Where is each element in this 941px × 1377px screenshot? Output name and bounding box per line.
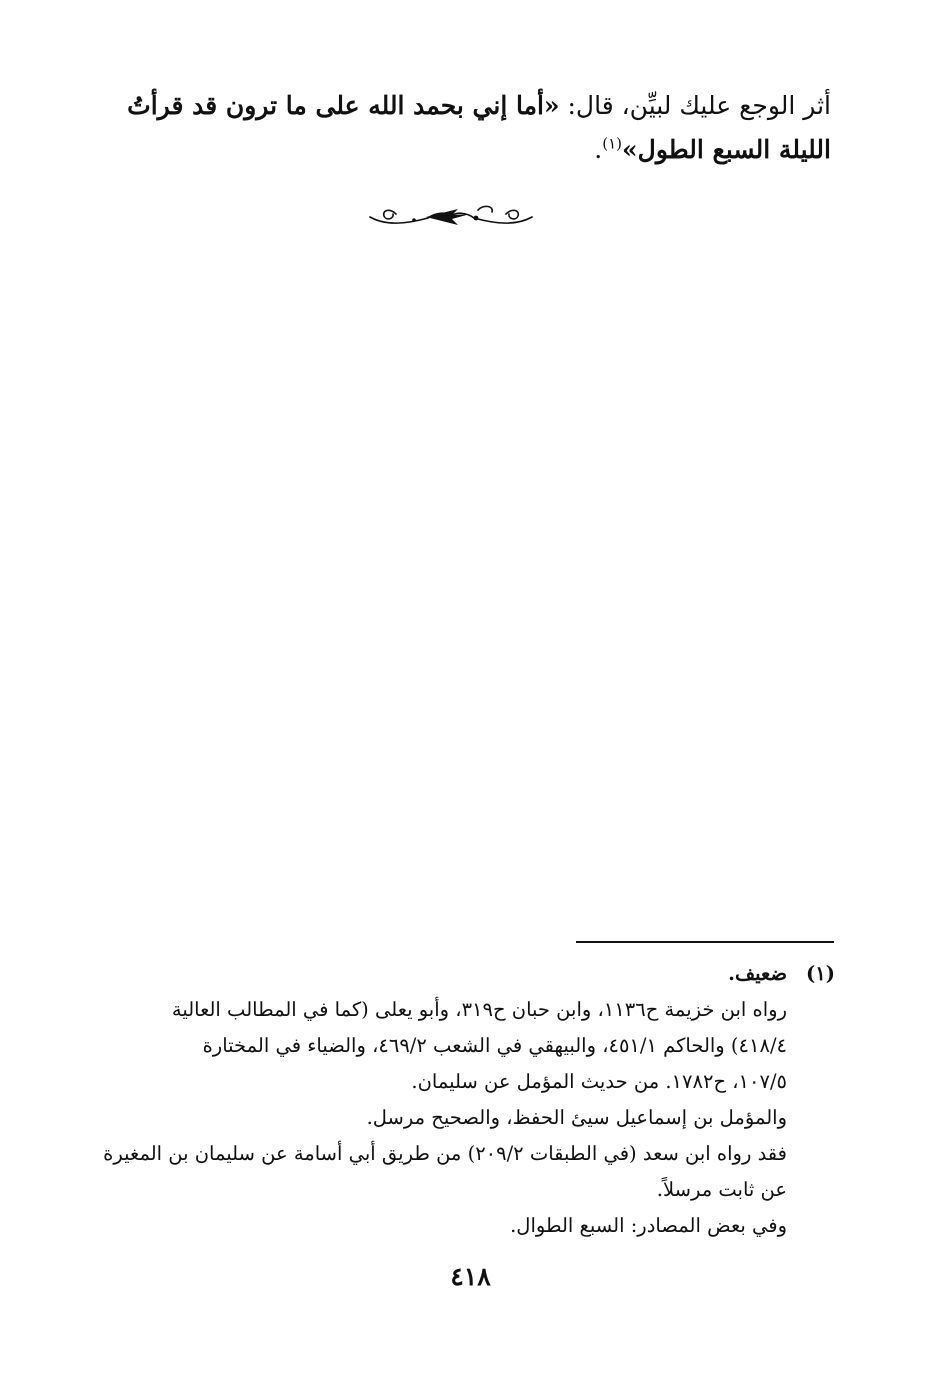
section-divider-ornament-icon bbox=[366, 200, 536, 232]
footnote-paragraph-variant bbox=[76, 1208, 787, 1244]
footnote-line: رواه ابن خزيمة ح١١٣٦، وابن حبان ح٣١٩، وأبو يعلى (كما في المطالب العالية bbox=[171, 998, 787, 1021]
footnote-line: عن ثابت مرسلاً. bbox=[656, 1178, 787, 1201]
hadith-quote-part-1: «أما إني بحمد الله على ما ترون قد قرأتُ bbox=[127, 91, 560, 120]
footnotes-block bbox=[76, 956, 835, 1244]
footnote-grade: ضعيف. bbox=[728, 962, 787, 985]
main-text-prefix: أثر الوجع عليك لبيِّن، قال: bbox=[559, 91, 831, 120]
hadith-quote-part-2: الليلة السبع الطول» bbox=[622, 135, 831, 164]
footnote-header bbox=[76, 956, 835, 992]
footnote-paragraph-mursal bbox=[76, 1136, 787, 1208]
footnote-line: وفي بعض المصادر: السبع الطوال. bbox=[510, 1214, 787, 1237]
footnote-line: ١٠٧/٥، ح١٧٨٢. من حديث المؤمل عن سليمان. bbox=[411, 1070, 787, 1093]
footnote-paragraph-sources bbox=[76, 992, 787, 1100]
footnote-separator-rule bbox=[576, 941, 834, 943]
footnote-line: ٤١٨/٤) والحاكم ٤٥١/١، والبيهقي في الشعب ٤٦٩/٢، والضياء في المختارة bbox=[202, 1034, 787, 1057]
footnote-line: والمؤمل بن إسماعيل سيئ الحفظ، والصحيح مرسل. bbox=[366, 1106, 787, 1129]
page-number: ٤١٨ bbox=[450, 1262, 491, 1291]
main-text-line-1 bbox=[70, 84, 831, 128]
footnote-reference: (١) bbox=[602, 134, 623, 153]
footnote-number: (١) bbox=[806, 962, 835, 985]
main-text-period: . bbox=[594, 135, 603, 164]
main-text-block bbox=[70, 84, 831, 172]
footnote-line: فقد رواه ابن سعد (في الطبقات ٢٠٩/٢) من طريق أبي أسامة عن سليمان بن المغيرة bbox=[103, 1142, 787, 1165]
main-text-line-2 bbox=[70, 128, 831, 172]
footnote-paragraph-narrator bbox=[76, 1100, 787, 1136]
